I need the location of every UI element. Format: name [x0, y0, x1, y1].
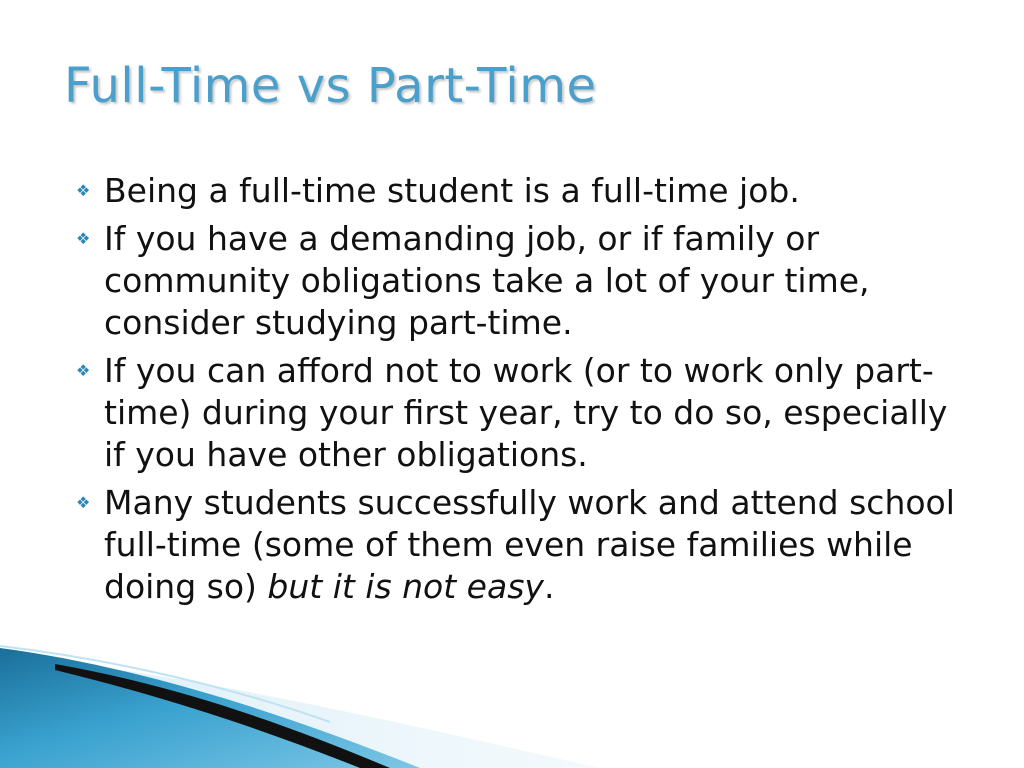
four-diamond-bullet-icon: ❖ — [76, 361, 91, 380]
bullet-text: Being a full-time student is a full-time job. — [104, 171, 800, 210]
list-item — [76, 170, 976, 212]
list-item — [76, 218, 976, 344]
bullet-list — [76, 170, 976, 614]
bullet-text: If you have a demanding job, or if family or community obligations take a lot of your time, consider studying part-time. — [104, 219, 870, 342]
four-diamond-bullet-icon: ❖ — [76, 181, 91, 200]
slide-title: Full-Time vs Part-Time — [64, 58, 597, 114]
list-item — [76, 482, 976, 608]
list-item — [76, 350, 976, 476]
bullet-text: Many students successfully work and attend school full-time (some of them even raise families while doing so) — [104, 483, 955, 606]
bullet-emphasis: but it is not easy — [267, 567, 544, 606]
bullet-text: If you can afford not to work (or to work only part-time) during your first year, try to do so, especially if you have other obligations. — [104, 351, 948, 474]
bullet-tail: . — [543, 567, 555, 606]
four-diamond-bullet-icon: ❖ — [76, 493, 91, 512]
four-diamond-bullet-icon: ❖ — [76, 229, 91, 248]
